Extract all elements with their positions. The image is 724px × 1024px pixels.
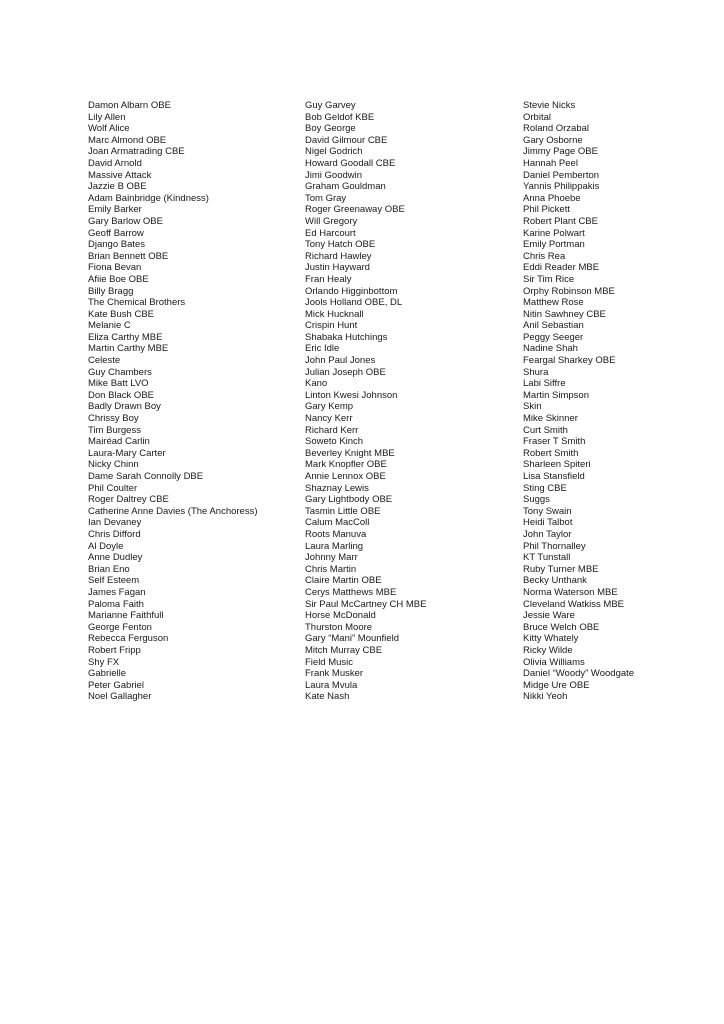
signatory-name: Sir Tim Rice (523, 273, 575, 285)
signatory-name: Robert Smith (523, 447, 579, 459)
signatory-name: Guy Garvey (305, 100, 356, 111)
signatory-name: Curt Smith (523, 424, 568, 436)
signatory-name: Eliza Carthy MBE (88, 331, 163, 343)
signatory-name: Shabaka Hutchings (305, 331, 388, 343)
signatory-name: Tasmin Little OBE (305, 505, 381, 517)
signatory-name: Nigel Godrich (305, 146, 363, 158)
signatory-name: Becky Unthank (523, 575, 587, 587)
signatory-name: Melanie C (88, 320, 131, 332)
signatory-name: Shaznay Lewis (305, 482, 369, 494)
signatory-name: Joan Armatrading CBE (88, 146, 185, 158)
signatory-name: Billy Bragg (88, 285, 134, 297)
signatory-name: Orbital (523, 111, 551, 123)
signatory-name: Ian Devaney (88, 517, 142, 529)
signatory-name: Jazzie B OBE (88, 181, 147, 193)
signatory-name: Hannah Peel (523, 157, 578, 169)
signatory-name: Gabrielle (88, 668, 127, 680)
signatory-name: Daniel “Woody” Woodgate (523, 668, 635, 680)
signatory-name: Adam Bainbridge (Kindness) (88, 192, 209, 204)
signatory-name: John Paul Jones (305, 355, 376, 367)
signatory-name: Django Bates (88, 239, 146, 251)
signatory-name: Don Black OBE (88, 389, 154, 401)
signatory-name: Shy FX (88, 656, 120, 668)
signatory-name: Al Doyle (88, 540, 124, 552)
signatory-name: Brian Eno (88, 563, 130, 575)
signatory-name: Mark Knopfler OBE (305, 459, 387, 471)
signatory-name: The Chemical Brothers (88, 297, 186, 309)
signatory-name: Chris Difford (88, 528, 141, 540)
signatory-name: Chrissy Boy (88, 413, 139, 425)
signatory-name: Tom Gray (305, 192, 347, 204)
signatory-name: Boy George (305, 123, 356, 135)
signatory-name: Nancy Kerr (305, 413, 353, 425)
signatory-name: John Taylor (523, 528, 572, 540)
signatory-name: Tim Burgess (88, 424, 141, 436)
signatory-name: Rebecca Ferguson (88, 633, 169, 645)
signatory-name: Fiona Bevan (88, 262, 142, 274)
signatory-name: Matthew Rose (523, 297, 584, 309)
signatory-name: Phil Pickett (523, 204, 570, 216)
signatory-name: Stevie Nicks (523, 100, 576, 111)
signatory-name: Justin Hayward (305, 262, 370, 274)
signatory-name: Skin (523, 401, 542, 413)
signatory-name: Mick Hucknall (305, 308, 364, 320)
signatory-name: Will Gregory (305, 215, 358, 227)
signatory-name: Norma Waterson MBE (523, 586, 618, 598)
signatory-name: Peter Gabriel (88, 679, 144, 691)
signatory-name: Olivia Williams (523, 656, 585, 668)
signatory-name: Richard Hawley (305, 250, 372, 262)
signatory-name: Nitin Sawhney CBE (523, 308, 606, 320)
signatory-name: Tony Hatch OBE (305, 239, 376, 251)
signatory-name: Anne Dudley (88, 552, 143, 564)
signatory-name: David Arnold (88, 157, 142, 169)
signatory-name: Fraser T Smith (523, 436, 586, 448)
signatory-name: Shura (523, 366, 549, 378)
signatory-name: Feargal Sharkey OBE (523, 355, 616, 367)
signatory-name: Robert Plant CBE (523, 215, 598, 227)
signatory-name: Guy Chambers (88, 366, 152, 378)
signatory-name: James Fagan (88, 586, 146, 598)
signatory-name: Johnny Marr (305, 552, 358, 564)
signatory-name: Soweto Kinch (305, 436, 364, 448)
signatory-name: Ed Harcourt (305, 227, 356, 239)
signatory-name: Emily Portman (523, 239, 585, 251)
signatory-name: Heidi Talbot (523, 517, 573, 529)
signatory-name: Crispin Hunt (305, 320, 358, 332)
signatory-name: Massive Attack (88, 169, 152, 181)
signatory-name: Eddi Reader MBE (523, 262, 600, 274)
signatory-name: Phil Coulter (88, 482, 138, 494)
signatory-name: Eric Idle (305, 343, 340, 355)
signatory-name: Geoff Barrow (88, 227, 144, 239)
signatory-name: Gary Kemp (305, 401, 354, 413)
signatory-name: Kate Bush CBE (88, 308, 155, 320)
signatory-name: David Gilmour CBE (305, 134, 388, 146)
signatory-name: Orphy Robinson MBE (523, 285, 615, 297)
signatory-name: Sharleen Spiteri (523, 459, 591, 471)
signatory-name: Gary Lightbody OBE (305, 494, 393, 506)
signatory-name: Phil Thornalley (523, 540, 586, 552)
signatory-name: Daniel Pemberton (523, 169, 600, 181)
signatory-name: Lisa Stansfield (523, 471, 585, 482)
signatory-name: Laura Marling (305, 540, 364, 552)
signatory-name: Anil Sebastian (523, 320, 584, 332)
signatory-name: Yannis Philippakis (523, 181, 600, 193)
signatory-name: Howard Goodall CBE (305, 157, 396, 169)
signatory-name: Jools Holland OBE, DL (305, 297, 403, 309)
signatory-name: Mairéad Carlin (88, 436, 150, 448)
signatory-name: Martin Simpson (523, 389, 589, 401)
signatory-name: Fran Healy (305, 273, 352, 285)
signatory-name: Field Music (305, 656, 354, 668)
signatory-name: Orlando Higginbottom (305, 285, 398, 297)
signatory-column-3 (523, 100, 713, 703)
signatory-name: Roger Daltrey CBE (88, 494, 169, 506)
signatory-name: Claire Martin OBE (305, 575, 382, 587)
signatory-name: Annie Lennox OBE (305, 471, 386, 482)
signatory-name: Richard Kerr (305, 424, 359, 436)
signatory-name: Beverley Knight MBE (305, 447, 395, 459)
signatory-column-1 (88, 100, 298, 703)
signatory-name: Kitty Whately (523, 633, 579, 645)
signatory-name: KT Tunstall (523, 552, 571, 564)
signatory-name: Frank Musker (305, 668, 364, 680)
signatory-name: Suggs (523, 494, 550, 506)
signatory-column-2 (305, 100, 515, 703)
signatory-name: Damon Albarn OBE (88, 100, 171, 111)
signatory-name: Kano (305, 378, 328, 390)
signatory-name: Sting CBE (523, 482, 567, 494)
signatory-name: Roger Greenaway OBE (305, 204, 405, 216)
signatory-name: Jimmy Page OBE (523, 146, 598, 158)
signatory-name: Midge Ure OBE (523, 679, 590, 691)
signatory-name: Laura Mvula (305, 679, 358, 691)
signatory-name: Bob Geldof KBE (305, 111, 375, 123)
signatory-name: Dame Sarah Connolly DBE (88, 471, 204, 482)
signatory-name: Paloma Faith (88, 598, 144, 610)
signatory-name: Mitch Murray CBE (305, 644, 383, 656)
signatory-name: Anna Phoebe (523, 192, 581, 204)
signatory-name: Martin Carthy MBE (88, 343, 169, 355)
signatory-name: Mike Skinner (523, 413, 578, 425)
signatory-name: Catherine Anne Davies (The Anchoress) (88, 505, 258, 517)
signatory-name: Thurston Moore (305, 621, 373, 633)
signatory-name: Bruce Welch OBE (523, 621, 600, 633)
signatory-name: Labi Siffre (523, 378, 566, 390)
signatory-name: Cerys Matthews MBE (305, 586, 397, 598)
signatory-name: Celeste (88, 355, 121, 367)
signatory-name: Gary Osborne (523, 134, 583, 146)
signatory-name: Self Esteem (88, 575, 140, 587)
signatory-name: Peggy Seeger (523, 331, 584, 343)
signatory-name: Marc Almond OBE (88, 134, 167, 146)
signatory-name: Emily Barker (88, 204, 142, 216)
signatory-name: Robert Fripp (88, 644, 141, 656)
signatory-name: Ruby Turner MBE (523, 563, 599, 575)
signatory-name: Tony Swain (523, 505, 572, 517)
signatory-name: Julian Joseph OBE (305, 366, 386, 378)
signatory-name: Mike Batt LVO (88, 378, 149, 390)
signatory-name: Horse McDonald (305, 610, 376, 622)
signatory-name: Gary Barlow OBE (88, 215, 163, 227)
signatory-name: Laura-Mary Carter (88, 447, 166, 459)
signatory-name: Kate Nash (305, 691, 350, 703)
signatory-name: Nikki Yeoh (523, 691, 568, 703)
signatory-name: George Fenton (88, 621, 152, 633)
signatory-name: Noel Gallagher (88, 691, 152, 703)
signatory-name: Chris Rea (523, 250, 566, 262)
signatory-name: Nicky Chinn (88, 459, 139, 471)
signatory-name: Chris Martin (305, 563, 357, 575)
signatory-name: Roots Manuva (305, 528, 367, 540)
signatory-name: Linton Kwesi Johnson (305, 389, 398, 401)
signatory-name: Brian Bennett OBE (88, 250, 169, 262)
signatory-name: Ricky Wilde (523, 644, 573, 656)
signatory-name: Nadine Shah (523, 343, 578, 355)
signatory-name: Wolf Alice (88, 123, 130, 135)
signatory-name: Marianne Faithfull (88, 610, 164, 622)
signatory-name: Jimi Goodwin (305, 169, 363, 181)
signatory-name: Afiie Boe OBE (88, 273, 149, 285)
signatory-name: Roland Orzabal (523, 123, 590, 135)
signatory-name: Sir Paul McCartney CH MBE (305, 598, 427, 610)
signatory-name: Jessie Ware (523, 610, 575, 622)
signatory-name: Lily Allen (88, 111, 126, 123)
signatory-name: Graham Gouldman (305, 181, 386, 193)
signatory-name: Calum MacColl (305, 517, 370, 529)
signatory-name: Cleveland Watkiss MBE (523, 598, 625, 610)
signatory-name: Karine Polwart (523, 227, 585, 239)
signatory-name: Badly Drawn Boy (88, 401, 161, 413)
signatory-name: Gary “Mani” Mounfield (305, 633, 399, 645)
